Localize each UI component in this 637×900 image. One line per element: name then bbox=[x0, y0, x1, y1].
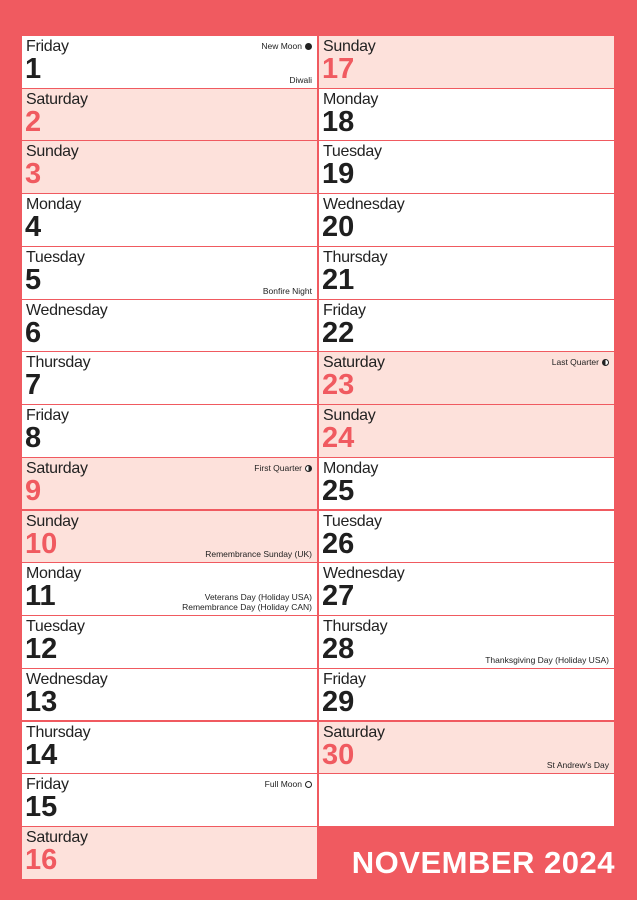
holiday-text: Diwali bbox=[289, 74, 312, 85]
day-name: Friday bbox=[26, 38, 69, 55]
day-cell bbox=[319, 36, 614, 88]
day-cell bbox=[22, 89, 317, 141]
day-number: 12 bbox=[25, 633, 58, 666]
calendar-column-left bbox=[22, 36, 317, 880]
day-name: Thursday bbox=[323, 618, 388, 636]
day-cell bbox=[22, 300, 317, 352]
day-cell bbox=[22, 669, 317, 721]
holiday-label bbox=[182, 592, 312, 612]
day-number: 15 bbox=[25, 791, 58, 824]
holiday-label bbox=[205, 549, 312, 559]
first-moon-icon bbox=[305, 465, 312, 472]
day-cell bbox=[22, 352, 317, 404]
moon-phase-text: New Moon bbox=[261, 41, 302, 51]
day-number: 9 bbox=[25, 474, 42, 507]
holiday-label bbox=[289, 75, 312, 85]
day-name: Saturday bbox=[323, 723, 385, 741]
day-number: 27 bbox=[322, 580, 355, 613]
moon-phase-label bbox=[254, 463, 312, 473]
day-name: Saturday bbox=[323, 354, 385, 372]
last-moon-icon bbox=[602, 359, 609, 366]
day-cell bbox=[22, 616, 317, 668]
full-moon-icon bbox=[305, 781, 312, 788]
day-name: Wednesday bbox=[26, 670, 108, 688]
day-cell bbox=[319, 141, 614, 193]
day-name: Thursday bbox=[323, 248, 388, 266]
day-number: 29 bbox=[322, 685, 355, 718]
day-number: 11 bbox=[25, 580, 56, 613]
day-number: 17 bbox=[322, 53, 355, 85]
day-cell bbox=[319, 247, 614, 299]
day-name: Tuesday bbox=[26, 248, 85, 266]
day-number: 25 bbox=[322, 474, 355, 507]
day-name: Saturday bbox=[26, 90, 88, 108]
day-name: Saturday bbox=[26, 829, 88, 847]
day-cell bbox=[22, 511, 317, 563]
calendar-column-right bbox=[319, 36, 614, 827]
day-name: Monday bbox=[26, 196, 82, 214]
holiday-text: Veterans Day (Holiday USA) bbox=[204, 591, 312, 602]
day-name: Tuesday bbox=[26, 618, 85, 636]
day-name: Wednesday bbox=[26, 301, 108, 319]
day-number: 28 bbox=[322, 633, 355, 666]
day-name: Sunday bbox=[26, 143, 79, 161]
day-cell bbox=[22, 458, 317, 510]
day-cell bbox=[319, 669, 614, 721]
day-name: Sunday bbox=[323, 38, 376, 55]
day-name: Monday bbox=[323, 90, 379, 108]
day-cell bbox=[319, 616, 614, 668]
day-name: Monday bbox=[323, 459, 379, 477]
day-number: 6 bbox=[25, 316, 42, 349]
moon-phase-text: Full Moon bbox=[264, 779, 302, 790]
day-name: Tuesday bbox=[323, 512, 382, 530]
moon-phase-label bbox=[265, 779, 312, 789]
day-number: 7 bbox=[25, 369, 42, 402]
day-name: Sunday bbox=[26, 512, 79, 530]
day-number: 13 bbox=[25, 685, 58, 718]
day-name: Tuesday bbox=[323, 143, 382, 161]
day-number: 19 bbox=[322, 158, 355, 191]
day-name: Sunday bbox=[323, 407, 376, 425]
day-cell bbox=[22, 141, 317, 193]
day-cell bbox=[22, 194, 317, 246]
holiday-label bbox=[547, 760, 609, 770]
holiday-label bbox=[485, 655, 609, 665]
day-number: 5 bbox=[25, 263, 42, 296]
day-cell bbox=[319, 89, 614, 141]
day-name: Friday bbox=[26, 407, 69, 425]
holiday-text: Remembrance Sunday (UK) bbox=[205, 549, 312, 560]
new-moon-icon bbox=[305, 43, 312, 50]
month-name: NOVEMBER bbox=[351, 845, 535, 880]
day-cell bbox=[319, 352, 614, 404]
day-number: 3 bbox=[25, 158, 42, 191]
year: 2024 bbox=[544, 845, 615, 880]
day-number: 22 bbox=[322, 316, 355, 349]
day-number: 18 bbox=[322, 105, 355, 138]
day-name: Friday bbox=[26, 776, 69, 794]
day-cell bbox=[22, 774, 317, 826]
day-cell bbox=[319, 405, 614, 457]
holiday-text: Bonfire Night bbox=[262, 285, 312, 296]
day-name: Thursday bbox=[26, 354, 91, 372]
day-name: Wednesday bbox=[323, 196, 405, 214]
day-number: 1 bbox=[25, 53, 42, 85]
day-number: 30 bbox=[322, 738, 355, 771]
day-number: 21 bbox=[322, 263, 355, 296]
month-title bbox=[352, 845, 615, 881]
day-cell bbox=[319, 458, 614, 510]
day-number: 2 bbox=[25, 105, 42, 138]
day-cell bbox=[319, 563, 614, 615]
day-number: 20 bbox=[322, 211, 355, 244]
day-number: 24 bbox=[322, 422, 355, 455]
day-name: Friday bbox=[323, 301, 366, 319]
day-cell bbox=[319, 722, 614, 774]
moon-phase-label bbox=[552, 357, 609, 367]
moon-phase-label bbox=[261, 41, 312, 51]
day-number: 26 bbox=[322, 527, 355, 560]
day-number: 23 bbox=[322, 369, 355, 402]
day-name: Wednesday bbox=[323, 565, 405, 583]
day-cell bbox=[22, 247, 317, 299]
day-number: 8 bbox=[25, 422, 42, 455]
day-name: Thursday bbox=[26, 723, 91, 741]
day-cell bbox=[22, 405, 317, 457]
day-cell bbox=[22, 36, 317, 88]
holiday-text: Thanksgiving Day (Holiday USA) bbox=[485, 654, 609, 665]
day-name: Monday bbox=[26, 565, 82, 583]
day-number: 14 bbox=[25, 738, 58, 771]
day-cell bbox=[22, 722, 317, 774]
day-cell bbox=[319, 511, 614, 563]
day-cell bbox=[22, 563, 317, 615]
day-cell bbox=[22, 827, 317, 879]
day-cell bbox=[319, 194, 614, 246]
day-name: Saturday bbox=[26, 459, 88, 477]
day-number: 10 bbox=[25, 527, 58, 560]
holiday-text: Remembrance Day (Holiday CAN) bbox=[182, 601, 312, 612]
moon-phase-text: First Quarter bbox=[254, 462, 302, 473]
day-name: Friday bbox=[323, 670, 366, 688]
day-number: 16 bbox=[25, 844, 58, 877]
day-number: 4 bbox=[25, 211, 42, 244]
holiday-text: St Andrew's Day bbox=[546, 760, 609, 771]
moon-phase-text: Last Quarter bbox=[551, 357, 599, 368]
holiday-label bbox=[263, 286, 312, 296]
day-cell bbox=[319, 300, 614, 352]
day-cell-empty bbox=[319, 774, 614, 826]
